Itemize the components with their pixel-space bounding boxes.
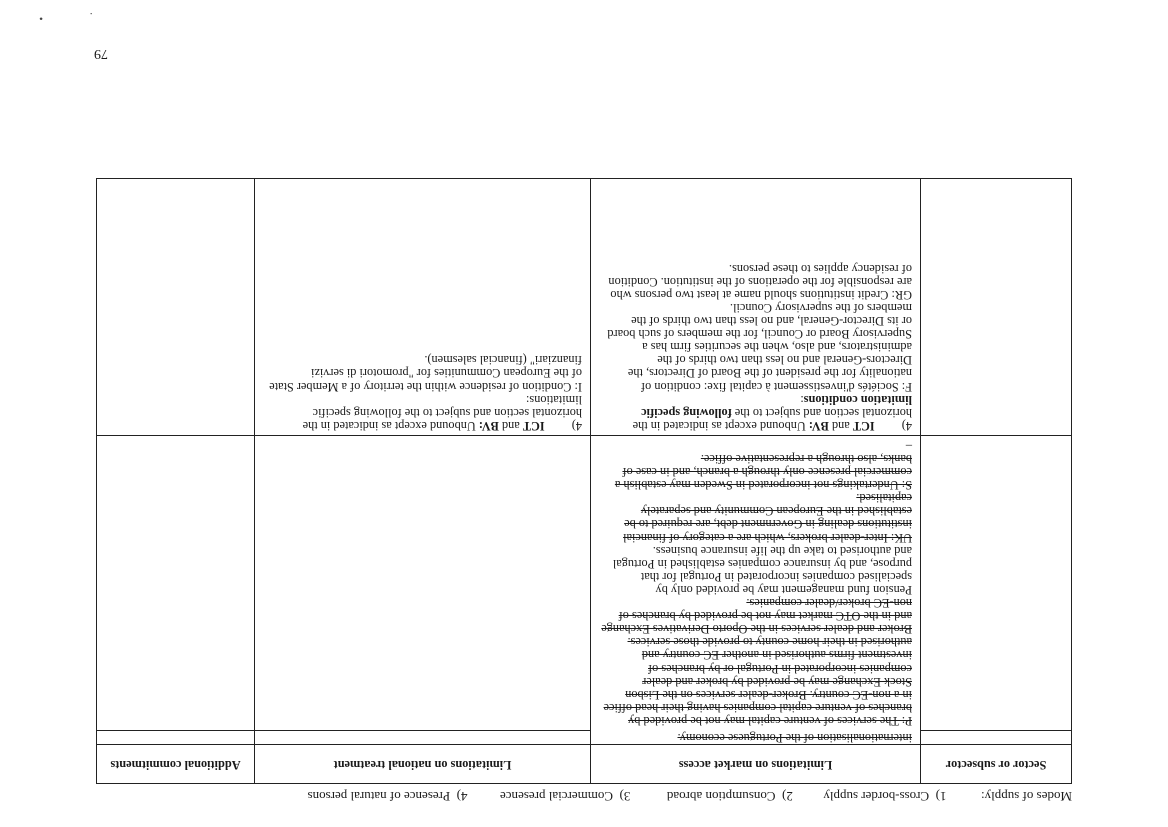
market-access-tail: internationalisation of the Portuguese economy.	[677, 731, 912, 745]
additional-cell	[97, 178, 255, 435]
nt-bv: BV:	[478, 418, 499, 433]
scan-mark: •	[39, 12, 43, 24]
mode-1-num: 1)	[935, 789, 947, 804]
page-number: 79	[94, 46, 108, 61]
nt-mode-4-lead	[263, 393, 582, 432]
mode-3-num: 3)	[619, 789, 631, 804]
nt-ict: ICT	[522, 418, 545, 433]
ma-colon: :	[800, 392, 804, 407]
ma-france-sicaf: F: Sociétés d'investissement à capital fixe: condition of nationality for the president of the Board of Directors, the Directors-General and no less than two thirds of the administrators, and also, when the securities firm has a Supervisory Board or Council, for the members of such board or its Director-General, and no less than two thirds of the members of the supervisory Council.	[607, 301, 912, 394]
nt-unbound-text: Unbound except as indicated in the horizontal section and subject to the following specific limitations:	[302, 392, 582, 433]
modes-of-supply-line	[308, 788, 1072, 804]
col-header-national-treatment: Limitations on national treatment	[255, 745, 591, 784]
sector-cell	[921, 178, 1072, 435]
ma-mode-4-num: 4)	[901, 418, 912, 433]
nt-and: and	[501, 418, 520, 433]
mode-3-label: Commercial presence	[500, 789, 613, 804]
ma-and: and	[831, 418, 850, 433]
ma-limitation-conditions: limitation conditions	[803, 392, 912, 407]
col-header-additional: Additional commitments	[97, 745, 255, 784]
ma-ict: ICT	[852, 418, 875, 433]
col-header-market-access: Limitations on market access	[591, 745, 921, 784]
ma-mode-4-lead	[599, 393, 912, 432]
additional-cell	[97, 435, 255, 730]
ma-uk-inter-dealer: UK: Inter-dealer brokers, which are a category of financial institutions dealing in Government debt, are required to be established in the European Community and separately capitalised.	[623, 491, 912, 545]
table-row	[97, 435, 1072, 730]
mode-4-num: 4)	[456, 789, 468, 804]
ma-portugal-pension-fund: Pension fund management may be provided only by specialised companies incorporated in Portugal for that purpose, and by insurance companies established in Portugal and authorised to take up the life insurance business.	[612, 543, 912, 597]
mode-2-label: Consumption abroad	[666, 789, 776, 804]
ma-bv: BV:	[808, 418, 829, 433]
national-treatment-cell	[255, 435, 591, 730]
market-access-cell	[591, 730, 921, 744]
sector-cell	[921, 435, 1072, 730]
ma-unbound-text: Unbound except as indicated in the horizontal section and subject to the	[632, 405, 912, 433]
col-header-sector: Sector or subsector	[921, 745, 1072, 784]
ma-portugal-venture-capital: P: The services of venture capital may not be provided by branches of venture capital companies having their head office in a non-EC country. Broker-dealer services on the Lisbon Stock Exchange may be provided by broker and dealer companies incorporated in Portugal or by branches of investment firms authorised in another EC country and authorised in their home county to provide those services. Broker and dealer services in the Oporto Derivatives Exchange and in the OTC market may not be provided by branches of non-EC broker/dealer companies.	[601, 596, 912, 728]
nt-italy-salesmen: I: Condition of residence within the territory of a Member State of the European Communities for "promotori di servizi finanziari" (financial salesmen).	[269, 353, 582, 394]
table-row	[97, 178, 1072, 435]
mode-2-num: 2)	[782, 789, 793, 804]
additional-cell	[97, 730, 255, 744]
scan-mark: ·	[89, 7, 93, 19]
ma-following-specific: following specific	[641, 405, 732, 420]
mode-4-label: Presence of natural persons	[307, 789, 451, 804]
ma-greece-credit: GR: Credit institutions should name at least two persons who are responsible for the operations of the institution. Condition of residency applies to these persons.	[608, 261, 912, 302]
commitments-table	[96, 178, 1072, 784]
national-treatment-cell	[255, 178, 591, 435]
mode-1-label: Cross-border supply	[823, 789, 930, 804]
market-access-cell	[591, 178, 921, 435]
national-treatment-cell	[255, 730, 591, 744]
ma-dash: –	[905, 438, 912, 453]
nt-mode-4-num: 4)	[571, 418, 582, 433]
sector-cell	[921, 730, 1072, 744]
table-header-row	[97, 745, 1072, 784]
modes-label: Modes of supply:	[981, 789, 1072, 804]
table-row	[97, 730, 1072, 744]
market-access-cell	[591, 435, 921, 730]
ma-sweden-undertakings: S: Undertakings not incorporated in Sweden may establish a commercial presence only through a branch, and in case of banks, also through a representative office.	[614, 452, 912, 493]
